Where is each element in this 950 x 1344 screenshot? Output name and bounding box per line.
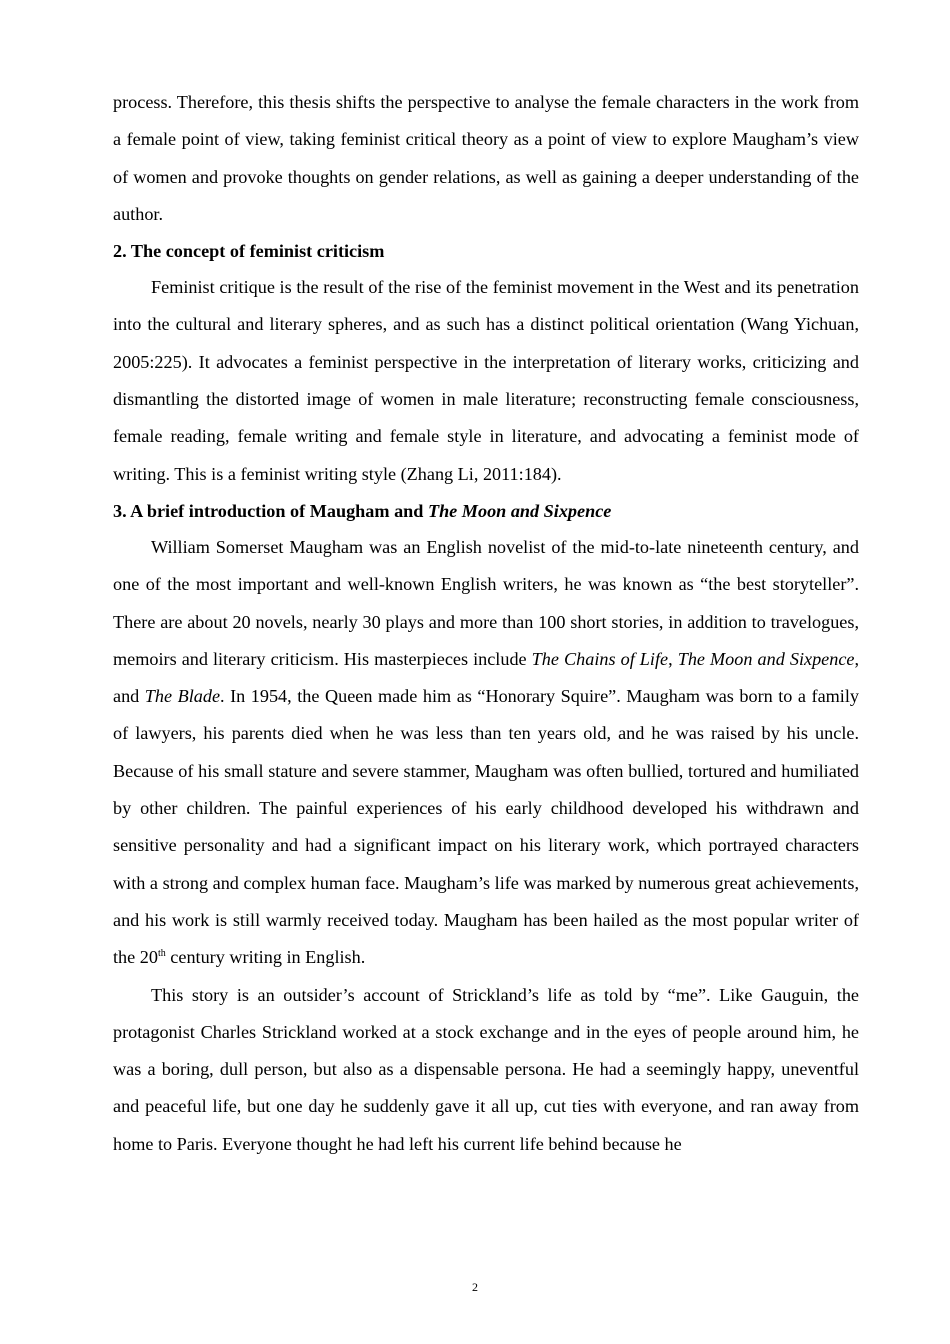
work-title-chains-of-life: The Chains of Life bbox=[531, 648, 669, 669]
section-3-heading bbox=[113, 493, 859, 529]
page-number: 2 bbox=[472, 1280, 478, 1294]
para1-text-3: century writing in English. bbox=[165, 947, 366, 968]
page-body bbox=[113, 84, 859, 1163]
para1-text-1: William Somerset Maugham was an English novelist of the mid-to-late nineteenth century, and one of the most important and well-known English writers, he was known as “the best storyteller”. There are about 20 novels, nearly 30 plays and more than 100 short stories, in addition to travelogues, memoirs and literary criticism. His masterpieces include bbox=[113, 536, 859, 669]
section-3-paragraph-1 bbox=[113, 529, 859, 977]
work-title-moon-and-sixpence: The Moon and Sixpence bbox=[677, 648, 855, 669]
section-3-paragraph-2: This story is an outsider’s account of Strickland’s life as told by “me”. Like Gauguin, the protagonist Charles Strickland worked at a stock exchange and in the eyes of people around him, he was a boring, dull person, but also as a dispensable persona. He had a seemingly happy, uneventful and peaceful life, but one day he suddenly gave it all up, cut ties with everyone, and ran away from home to Paris. Everyone thought he had left his current life behind because he bbox=[113, 984, 859, 1154]
intro-paragraph-continuation: process. Therefore, this thesis shifts the perspective to analyse the female characters in the work from a female point of view, taking feminist critical theory as a point of view to explore Maugham’s view of women and provoke thoughts on gender relations, as well as gaining a deeper understanding of the author. bbox=[113, 92, 859, 224]
work-title-the-blade: The Blade bbox=[144, 686, 221, 707]
ordinal-superscript: th bbox=[157, 948, 166, 960]
section-2-heading: 2. The concept of feminist criticism bbox=[113, 241, 385, 262]
para1-separator-1: , bbox=[668, 648, 678, 669]
para1-text-2: . In 1954, the Queen made him as “Honorary Squire”. Maugham was born to a family of lawyers, his parents died when he was less than ten years old, and he was raised by his uncle. Because of his small stature and severe stammer, Maugham was often bullied, tortured and humiliated by other children. The painful experiences of his early childhood developed his withdrawn and sensitive personality and had a significant impact on his literary work, which portrayed characters with a strong and complex human face. Maugham’s life was marked by numerous great achievements, and his work is still warmly received today. Maugham has been hailed as the most popular writer of the 20 bbox=[113, 686, 859, 968]
para1-separator-2: , and bbox=[113, 648, 860, 707]
section-2-paragraph: Feminist critique is the result of the rise of the feminist movement in the West and its penetration into the cultural and literary spheres, and as such has a distinct political orientation (Wang Yichuan, 2005:225). It advocates a feminist perspective in the interpretation of literary works, criticizing and dismantling the distorted image of women in male literature; reconstructing female consciousness, female reading, female writing and female style in literature, and advocating a feminist mode of writing. This is a feminist writing style (Zhang Li, 2011:184). bbox=[113, 277, 859, 484]
section-3-heading-prefix: 3. A brief introduction of Maugham and bbox=[113, 500, 428, 521]
section-3-heading-title: The Moon and Sixpence bbox=[427, 500, 612, 521]
